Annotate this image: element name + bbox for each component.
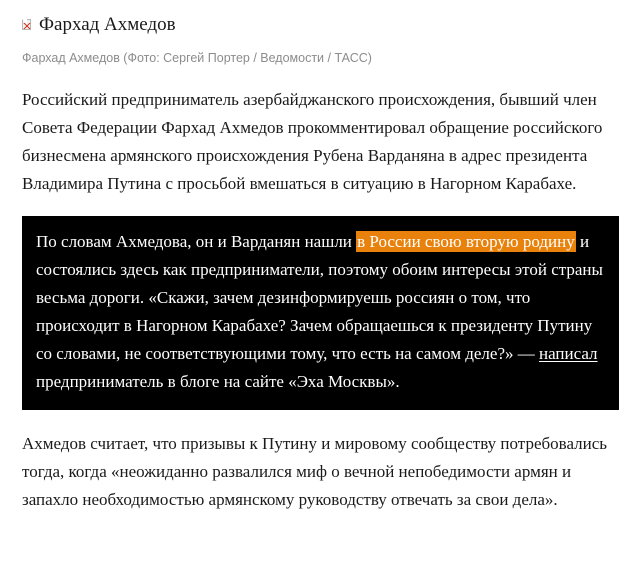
closing-paragraph: Ахмедов считает, что призывы к Путину и мировому сообществу потребовались тогда, когда «неожиданно развалился миф о вечной непобедимости армян и запахло необходимостью армянскому руководству отвечать за свои дела».	[22, 434, 608, 509]
broken-image-icon	[22, 19, 33, 31]
quote-paragraph	[36, 228, 605, 396]
figure-caption: Фархад Ахмедов (Фото: Сергей Портер / Ведомости / ТАСС)	[22, 51, 372, 65]
quote-text-part2: и состоялись здесь как предприниматели, поэтому обоим интересы этой страны весьма дороги. «Скажи, зачем дезинформируешь россиян о том, что происходит в Нагорном Карабахе? Зачем обращаешься к президенту Путину со словами, не соответствующими тому, что есть на самом деле?» —	[36, 232, 603, 363]
source-link[interactable]: написал	[539, 344, 598, 363]
quote-block	[22, 216, 619, 410]
highlighted-phrase: в России свою вторую родину	[357, 232, 575, 251]
figure-title	[22, 14, 619, 36]
quote-text-part3: предприниматель в блоге на сайте «Эха Москвы».	[36, 372, 400, 391]
figure-title-text: Фархад Ахмедов	[39, 14, 176, 35]
lead-paragraph: Российский предприниматель азербайджанского происхождения, бывший член Совета Федерации Фархад Ахмедов прокомментировал обращение российского бизнесмена армянского происхождения Рубена Варданяна в адрес президента Владимира Путина с просьбой вмешаться в ситуацию в Нагорном Карабахе.	[22, 90, 603, 193]
quote-text-part1: По словам Ахмедова, он и Варданян нашли	[36, 232, 357, 251]
